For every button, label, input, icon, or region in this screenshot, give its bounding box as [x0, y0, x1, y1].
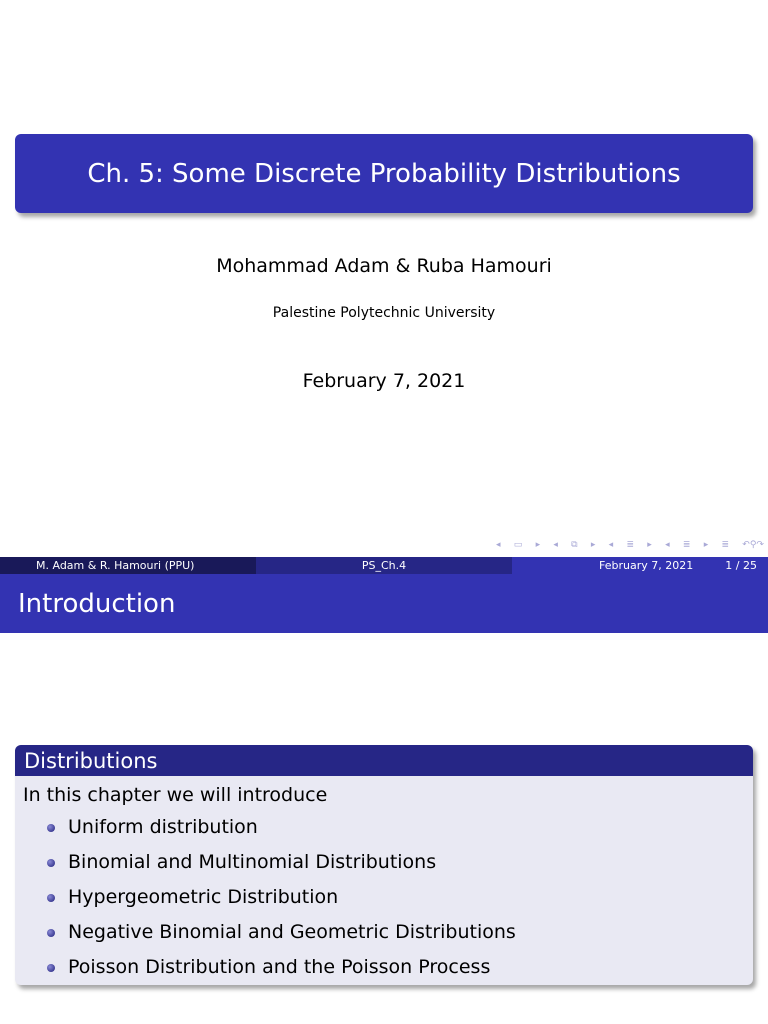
bullet-icon [47, 859, 55, 867]
frame-title: Introduction [18, 588, 176, 619]
subsection-icon[interactable]: ⧉ [571, 540, 578, 550]
list-item [23, 880, 753, 915]
block-intro: In this chapter we will introduce [23, 784, 328, 806]
nav-left-arrow-icon[interactable]: ◂ [553, 540, 558, 550]
search-icon[interactable]: ↶⚲↷ [742, 540, 764, 550]
bullet-icon [47, 964, 55, 972]
frame-title-bar [0, 574, 768, 633]
navigation-symbols [496, 538, 764, 552]
nav-right-arrow-icon[interactable]: ▸ [703, 540, 709, 550]
frame-icon[interactable]: ▭ [513, 540, 523, 550]
page-number: 1 / 25 [725, 559, 757, 572]
bullet-icon [47, 894, 55, 902]
list-item [23, 845, 753, 880]
footline [0, 557, 768, 574]
footer-title: PS_Ch.4 [256, 557, 512, 574]
nav-right-arrow-icon[interactable]: ▸ [535, 540, 541, 550]
appendix-icon[interactable]: ≣ [721, 540, 730, 550]
list-item-label: Negative Binomial and Geometric Distributions [68, 921, 516, 943]
list-item-label: Poisson Distribution and the Poisson Process [68, 956, 491, 978]
footer-author-cell [0, 557, 256, 574]
list-item-label: Binomial and Multinomial Distributions [68, 851, 437, 873]
presentation-date: February 7, 2021 [302, 370, 466, 392]
nav-right-arrow-icon[interactable]: ▸ [590, 540, 596, 550]
institute: Palestine Polytechnic University [272, 305, 496, 321]
list-item [23, 950, 753, 985]
footer-author: M. Adam & R. Hamouri (PPU) [36, 559, 195, 572]
distribution-list [23, 810, 753, 985]
footer-date: February 7, 2021 [599, 559, 694, 572]
nav-left-arrow-icon[interactable]: ◂ [665, 540, 670, 550]
block-header [15, 745, 753, 776]
list-item [23, 810, 753, 845]
footer-date-cell [512, 557, 768, 574]
bullet-icon [47, 824, 55, 832]
section-icon[interactable]: ≣ [626, 540, 635, 550]
title-box [15, 134, 753, 213]
nav-left-arrow-icon[interactable]: ◂ [496, 540, 501, 550]
bullet-icon [47, 929, 55, 937]
nav-right-arrow-icon[interactable]: ▸ [647, 540, 652, 550]
presentation-title: Ch. 5: Some Discrete Probability Distributions [87, 158, 681, 189]
authors: Mohammad Adam & Ruba Hamouri [216, 255, 552, 277]
distributions-block [15, 745, 753, 985]
block-title: Distributions [24, 748, 158, 773]
nav-left-arrow-icon[interactable]: ◂ [608, 540, 614, 550]
section-icon[interactable]: ≣ [682, 540, 691, 550]
block-body [15, 780, 753, 985]
list-item [23, 915, 753, 950]
list-item-label: Uniform distribution [68, 816, 258, 838]
list-item-label: Hypergeometric Distribution [68, 886, 339, 908]
